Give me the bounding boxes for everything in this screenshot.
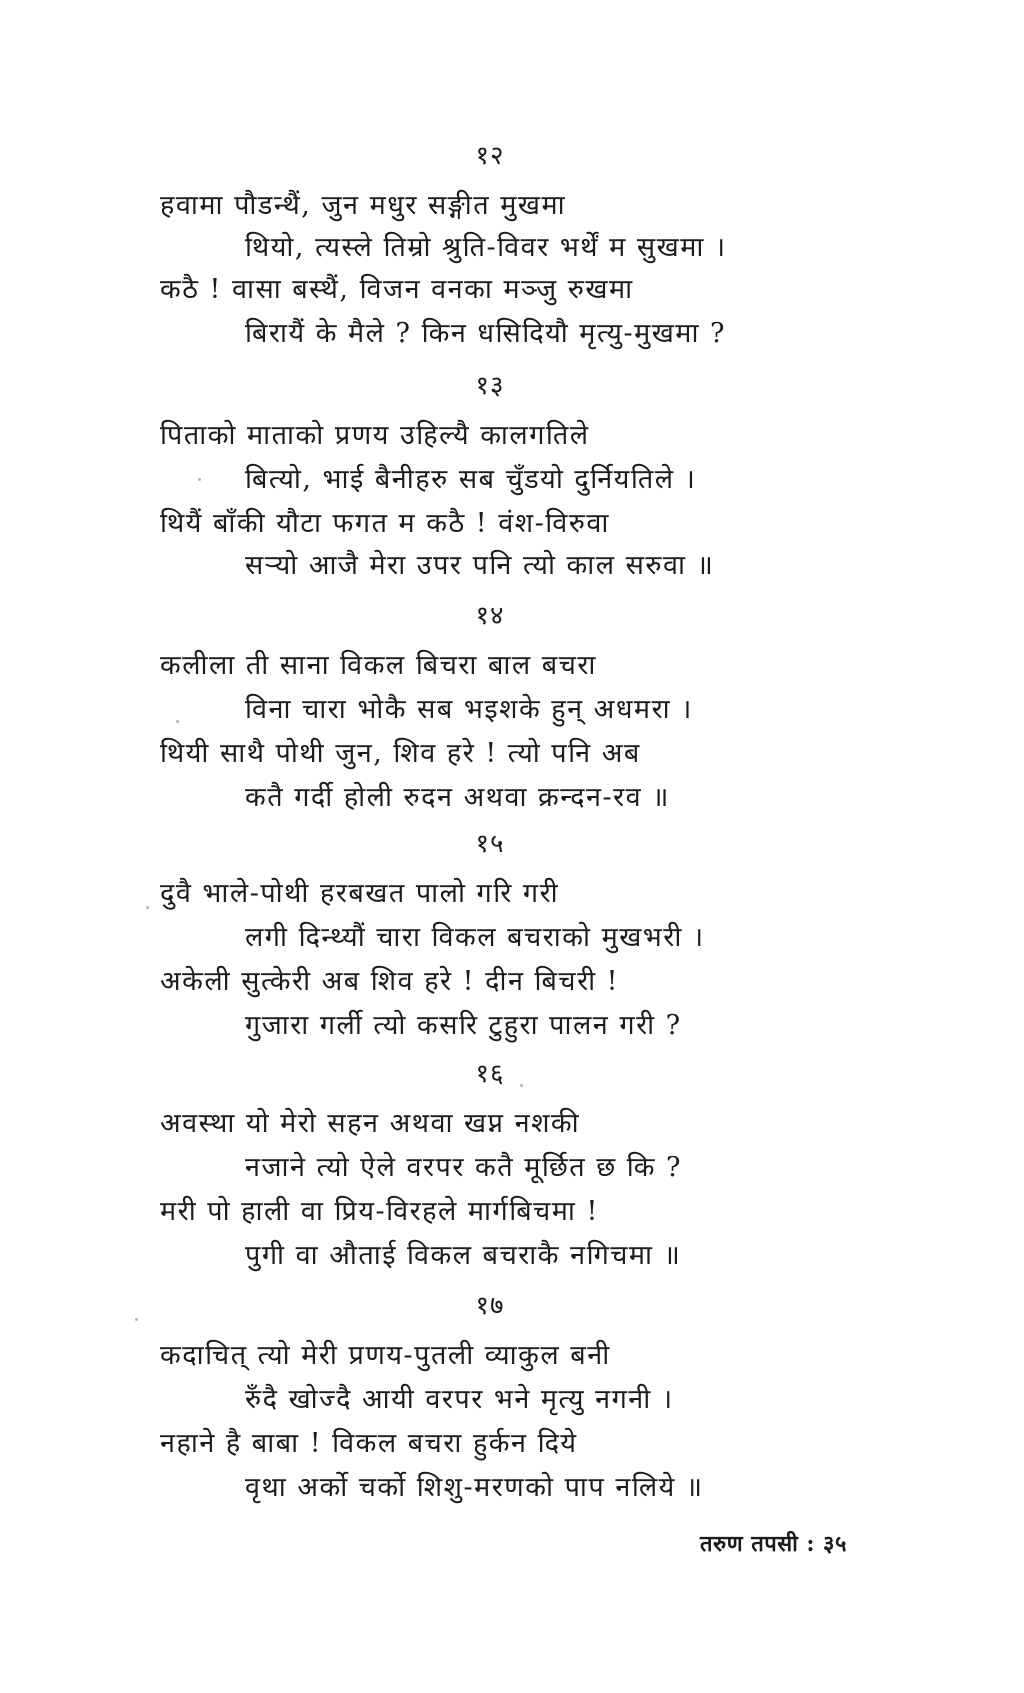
scan-speck	[520, 1084, 523, 1087]
verse-line: थियैं बाँकी यौटा फगत म कठै ! वंश-विरुवा	[160, 508, 610, 539]
stanza-number: १३	[475, 371, 505, 401]
verse-line: नहाने है बाबा ! विकल बचरा हुर्कन दिये	[160, 1428, 578, 1459]
stanza-number: १४	[475, 601, 505, 631]
verse-line: कलीला ती साना विकल बिचरा बाल बचरा	[160, 650, 597, 681]
scan-speck	[198, 478, 201, 481]
verse-line: वृथा अर्को चर्को शिशु-मरणको पाप नलिये ॥	[245, 1472, 704, 1503]
verse-line: मरी पो हाली वा प्रिय-विरहले मार्गबिचमा !	[160, 1196, 599, 1227]
verse-line: लगी दिन्थ्यौं चारा विकल बचराको मुखभरी ।	[245, 922, 705, 953]
verse-line: अवस्था यो मेरो सहन अथवा खप्न नशकी	[160, 1108, 581, 1139]
verse-line: कतै गर्दी होली रुदन अथवा क्रन्दन-रव ॥	[245, 782, 670, 813]
stanza-number: १५	[475, 829, 505, 859]
verse-line: पुगी वा औताई विकल बचराकै नगिचमा ॥	[245, 1240, 682, 1271]
verse-line: पिताको माताको प्रणय उहिल्यै कालगतिले	[160, 420, 590, 451]
verse-line: गुजारा गर्ली त्यो कसरि टुहुरा पालन गरी ?	[245, 1010, 682, 1041]
stanza-number: १६	[475, 1059, 505, 1089]
verse-line: कठै ! वासा बस्थैं, विजन वनका मञ्जु रुखमा	[160, 274, 634, 305]
footer-separator: :	[806, 1531, 815, 1557]
page-footer	[700, 1528, 847, 1560]
verse-line: कदाचित् त्यो मेरी प्रणय-पुतली व्याकुल बनी	[160, 1340, 611, 1371]
verse-line: बित्यो, भाई बैनीहरु सब चुँडयो दुर्नियतिले ।	[245, 464, 697, 495]
verse-line: सऱ्यो आजै मेरा उपर पनि त्यो काल सरुवा ॥	[245, 550, 715, 581]
verse-line: थियो, त्यस्ले तिम्रो श्रुति-विवर भर्थें म सुखमा ।	[245, 232, 727, 263]
verse-line: बिरायैं के मैले ? किन धसिदियौ मृत्यु-मुखमा ?	[245, 318, 726, 349]
page-number: ३५	[823, 1531, 847, 1557]
scan-speck	[176, 720, 179, 723]
stanza-number: १७	[475, 1291, 505, 1321]
verse-line: विना चारा भोकै सब भइशके हुन् अधमरा ।	[245, 694, 693, 725]
verse-line: अकेली सुत्केरी अब शिव हरे ! दीन बिचरी !	[160, 966, 620, 997]
verse-line: हवामा पौडन्थैं, जुन मधुर सङ्गीत मुखमा	[160, 190, 567, 221]
book-title: तरुण तपसी	[700, 1531, 799, 1557]
verse-line: नजाने त्यो ऐले वरपर कतै मूर्छित छ कि ?	[245, 1152, 683, 1183]
stanza-number: १२	[475, 141, 505, 171]
verse-line: थियी साथै पोथी जुन, शिव हरे ! त्यो पनि अब	[160, 738, 641, 769]
scan-speck	[135, 1318, 138, 1321]
verse-line: दुवै भाले-पोथी हरबखत पालो गरि गरी	[160, 878, 560, 909]
scan-speck	[146, 906, 149, 909]
verse-line: रुँदै खोज्दै आयी वरपर भने मृत्यु नगनी ।	[245, 1384, 674, 1415]
